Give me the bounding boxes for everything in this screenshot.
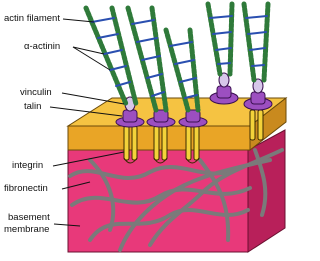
label-actin-filament: actin filament bbox=[4, 13, 60, 24]
actin-ladder-4 bbox=[208, 4, 232, 74]
label-alpha-actinin: α-actinin bbox=[24, 41, 61, 52]
label-fibronectin: fibronectin bbox=[4, 183, 48, 194]
leader-alpha-actinin-a bbox=[73, 47, 104, 54]
label-vinculin: vinculin bbox=[20, 87, 52, 98]
label-basement-membrane-line2: membrane bbox=[4, 224, 50, 235]
label-talin: talin bbox=[24, 101, 42, 112]
actin-ladder-5 bbox=[244, 4, 268, 80]
actin-filaments bbox=[86, 4, 268, 110]
label-integrin: integrin bbox=[12, 160, 44, 171]
label-basement-membrane-line1: basement bbox=[8, 212, 50, 223]
talin-complex-4 bbox=[210, 86, 238, 104]
talin-complex-5 bbox=[244, 92, 272, 110]
